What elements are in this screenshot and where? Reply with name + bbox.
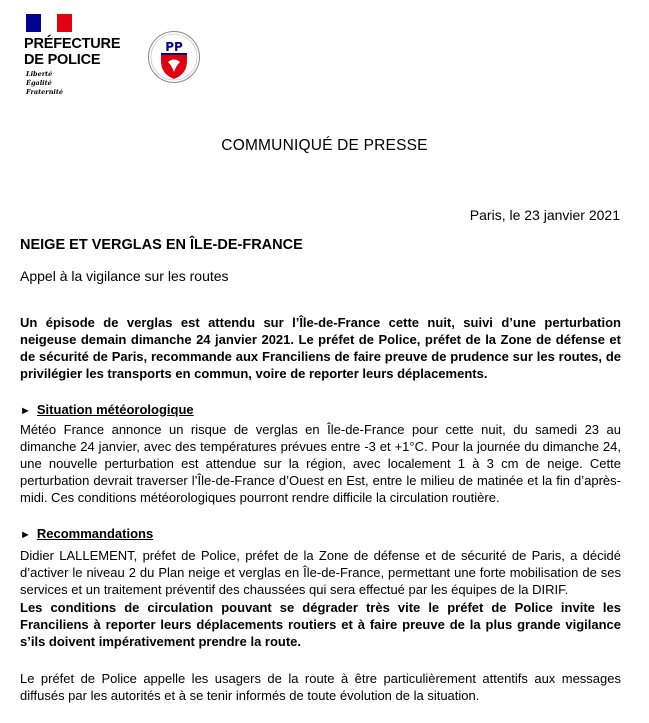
lead-paragraph: Un épisode de verglas est attendu sur l’Île-de-France cette nuit, suivi d’une perturbation neigeuse demain dimanche 24 janvier 2021. Le préfet de Police, préfet de la Zone de défense et de sécurité de Paris, recommande aux Franciliens de faire preuve de prudence sur les routes, de privilégier les transports en commun, voire de reporter leurs déplacements. — [20, 315, 621, 381]
brand-line-1: PRÉFECTURE — [24, 36, 121, 52]
headline: NEIGE ET VERGLAS EN ÎLE-DE-FRANCE — [20, 237, 303, 253]
press-date: Paris, le 23 janvier 2021 — [469, 207, 620, 223]
motto-fraternite: Fraternité — [26, 88, 64, 96]
brand-name — [24, 36, 120, 68]
weather-paragraph: Météo France annonce un risque de verglas en Île-de-France pour cette nuit, du samedi 23 au dimanche 24 janvier, avec des températures prévues entre -3 et +1°C. Pour la journée du dimanche 24, une nouvelle perturbation est attendue sur la région, avec localement 1 à 3 cm de neige. Cette perturbation devrait traverser l’Île-de-France d’Ouest en Est, entre le milieu de matinée et la fin d’après-midi. Ces conditions météorologiques pourront rendre difficile la circulation routière. — [20, 422, 621, 505]
header — [20, 12, 630, 107]
section-heading-weather-label: Situation météorologique — [36, 402, 194, 417]
motto-liberte: Liberté — [26, 70, 53, 78]
section-heading-weather — [20, 401, 621, 420]
motto-egalite: Égalité — [26, 79, 52, 87]
recommendations-warning: Les conditions de circulation pouvant se dégrader très vite le préfet de Police invite les Franciliens à reporter leurs déplacements routiers et à faire preuve de la plus grande vigilance s’ils doivent impérativement prendre la route. — [20, 600, 621, 649]
republic-motto — [26, 70, 63, 97]
triangle-right-icon: ► — [20, 405, 31, 417]
prefecture-police-logo-icon — [147, 30, 201, 84]
recommendations-paragraph: Didier LALLEMENT, préfet de Police, préfet de la Zone de défense et de sécurité de Paris, a décidé d’activer le niveau 2 du Plan neige et verglas en Île-de-France, permettant une forte mobilisation de ses services et un traitement préventif des chaussées qui sera effectué par les équipes de la DIRIF. — [20, 548, 621, 597]
page-title: COMMUNIQUÉ DE PRESSE — [221, 137, 428, 154]
section-heading-recommendations — [20, 525, 621, 544]
triangle-right-icon: ► — [20, 529, 31, 541]
section-heading-recommendations-label: Recommandations — [36, 526, 154, 541]
brand-line-2: DE POLICE — [24, 52, 101, 68]
marianne-flag-icon — [26, 14, 72, 32]
closing-paragraph: Le préfet de Police appelle les usagers de la route à être particulièrement attentifs aux messages diffusés par les autorités et à se tenir informés de toute évolution de la situation. — [20, 671, 621, 703]
logo-monogram: PP — [165, 40, 183, 54]
subheadline: Appel à la vigilance sur les routes — [20, 268, 229, 284]
